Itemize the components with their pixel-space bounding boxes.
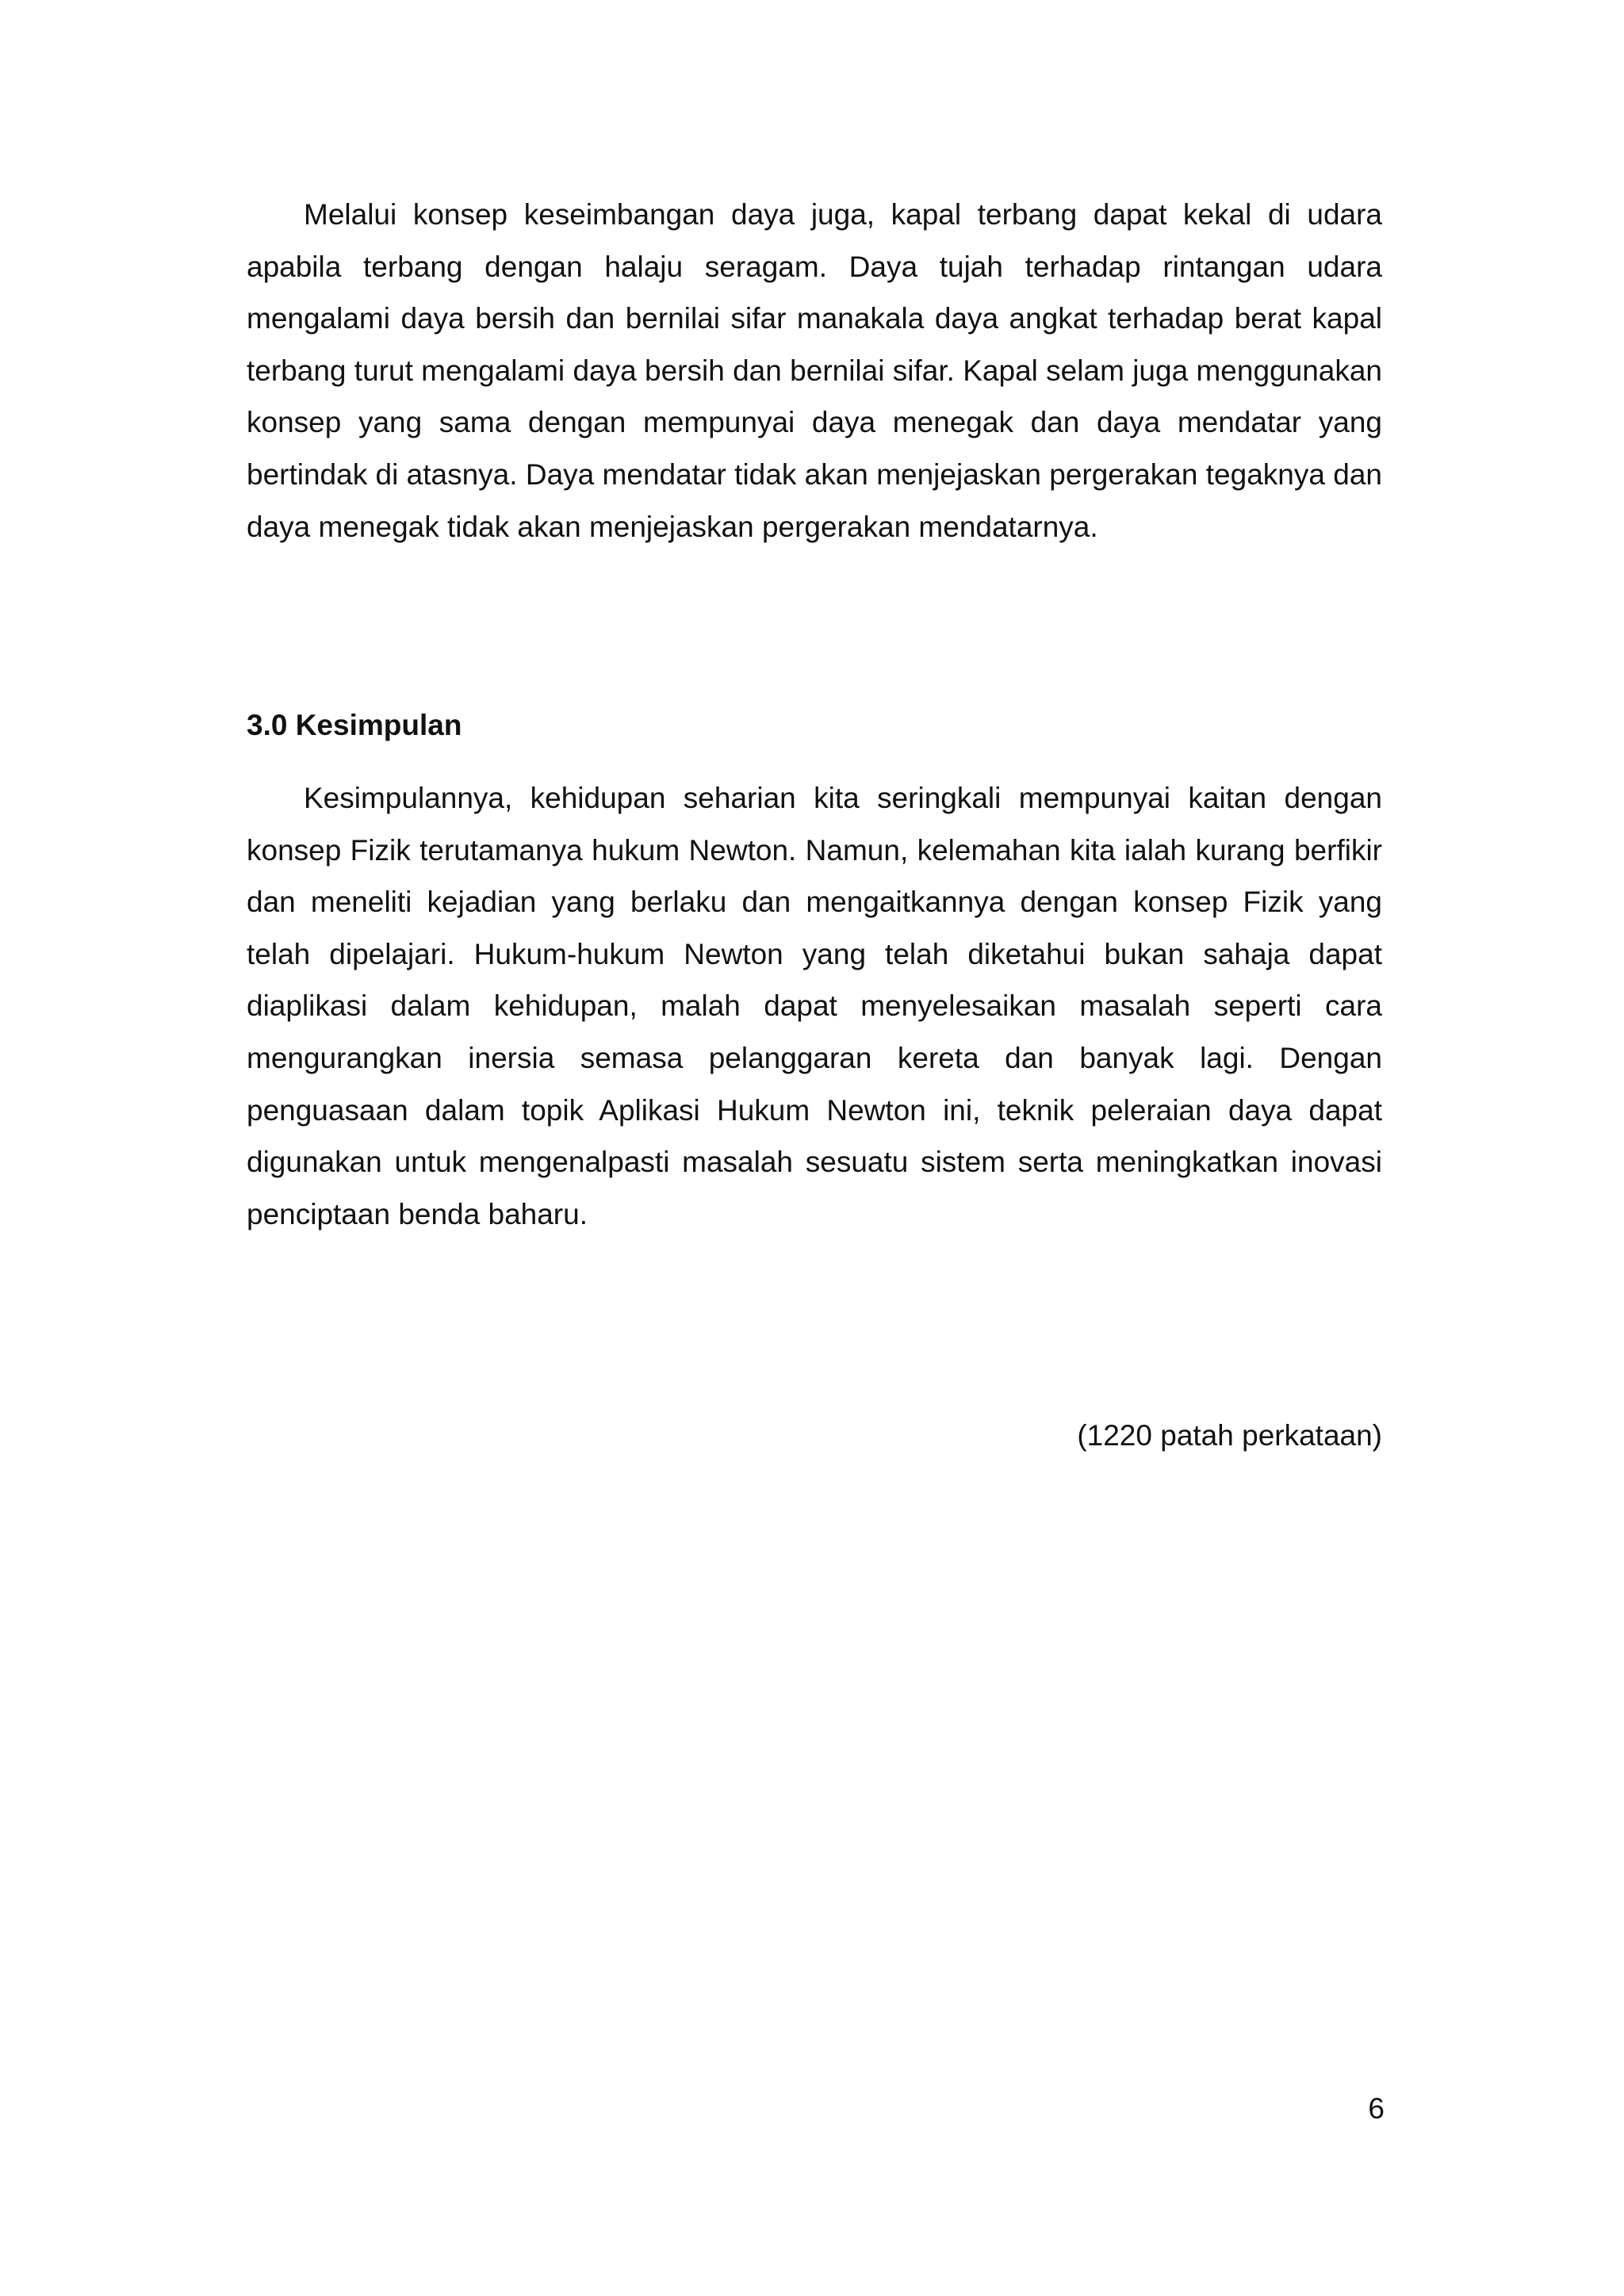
word-count-note: (1220 patah perkataan) bbox=[1077, 1419, 1382, 1452]
page-number: 6 bbox=[1368, 2092, 1385, 2125]
body-paragraph-keseimbangan-daya: Melalui konsep keseimbangan daya juga, kapal terbang dapat kekal di udara apabila terbang dengan halaju seragam. Daya tujah terhadap rintangan udara mengalami daya bersih dan bernilai sifar manakala daya angkat terhadap berat kapal terbang turut mengalami daya bersih dan bernilai sifar. Kapal selam juga menggunakan konsep yang sama dengan mempunyai daya menegak dan daya mendatar yang bertindak di atasnya. Daya mendatar tidak akan menjejaskan pergerakan tegaknya dan daya menegak tidak akan menjejaskan pergerakan mendatarnya. bbox=[247, 198, 1382, 543]
body-paragraph-kesimpulan: Kesimpulannya, kehidupan seharian kita seringkali mempunyai kaitan dengan konsep Fizik terutamanya hukum Newton. Namun, kelemahan kita ialah kurang berfikir dan meneliti kejadian yang berlaku dan mengaitkannya dengan konsep Fizik yang telah dipelajari. Hukum-hukum Newton yang telah diketahui bukan sahaja dapat diaplikasi dalam kehidupan, malah dapat menyelesaikan masalah seperti cara mengurangkan inersia semasa pelanggaran kereta dan banyak lagi. Dengan penguasaan dalam topik Aplikasi Hukum Newton ini, teknik peleraian daya dapat digunakan untuk mengenalpasti masalah sesuatu sistem serta meningkatkan inovasi penciptaan benda baharu. bbox=[247, 782, 1382, 1230]
section-heading-kesimpulan: 3.0 Kesimpulan bbox=[247, 709, 462, 741]
